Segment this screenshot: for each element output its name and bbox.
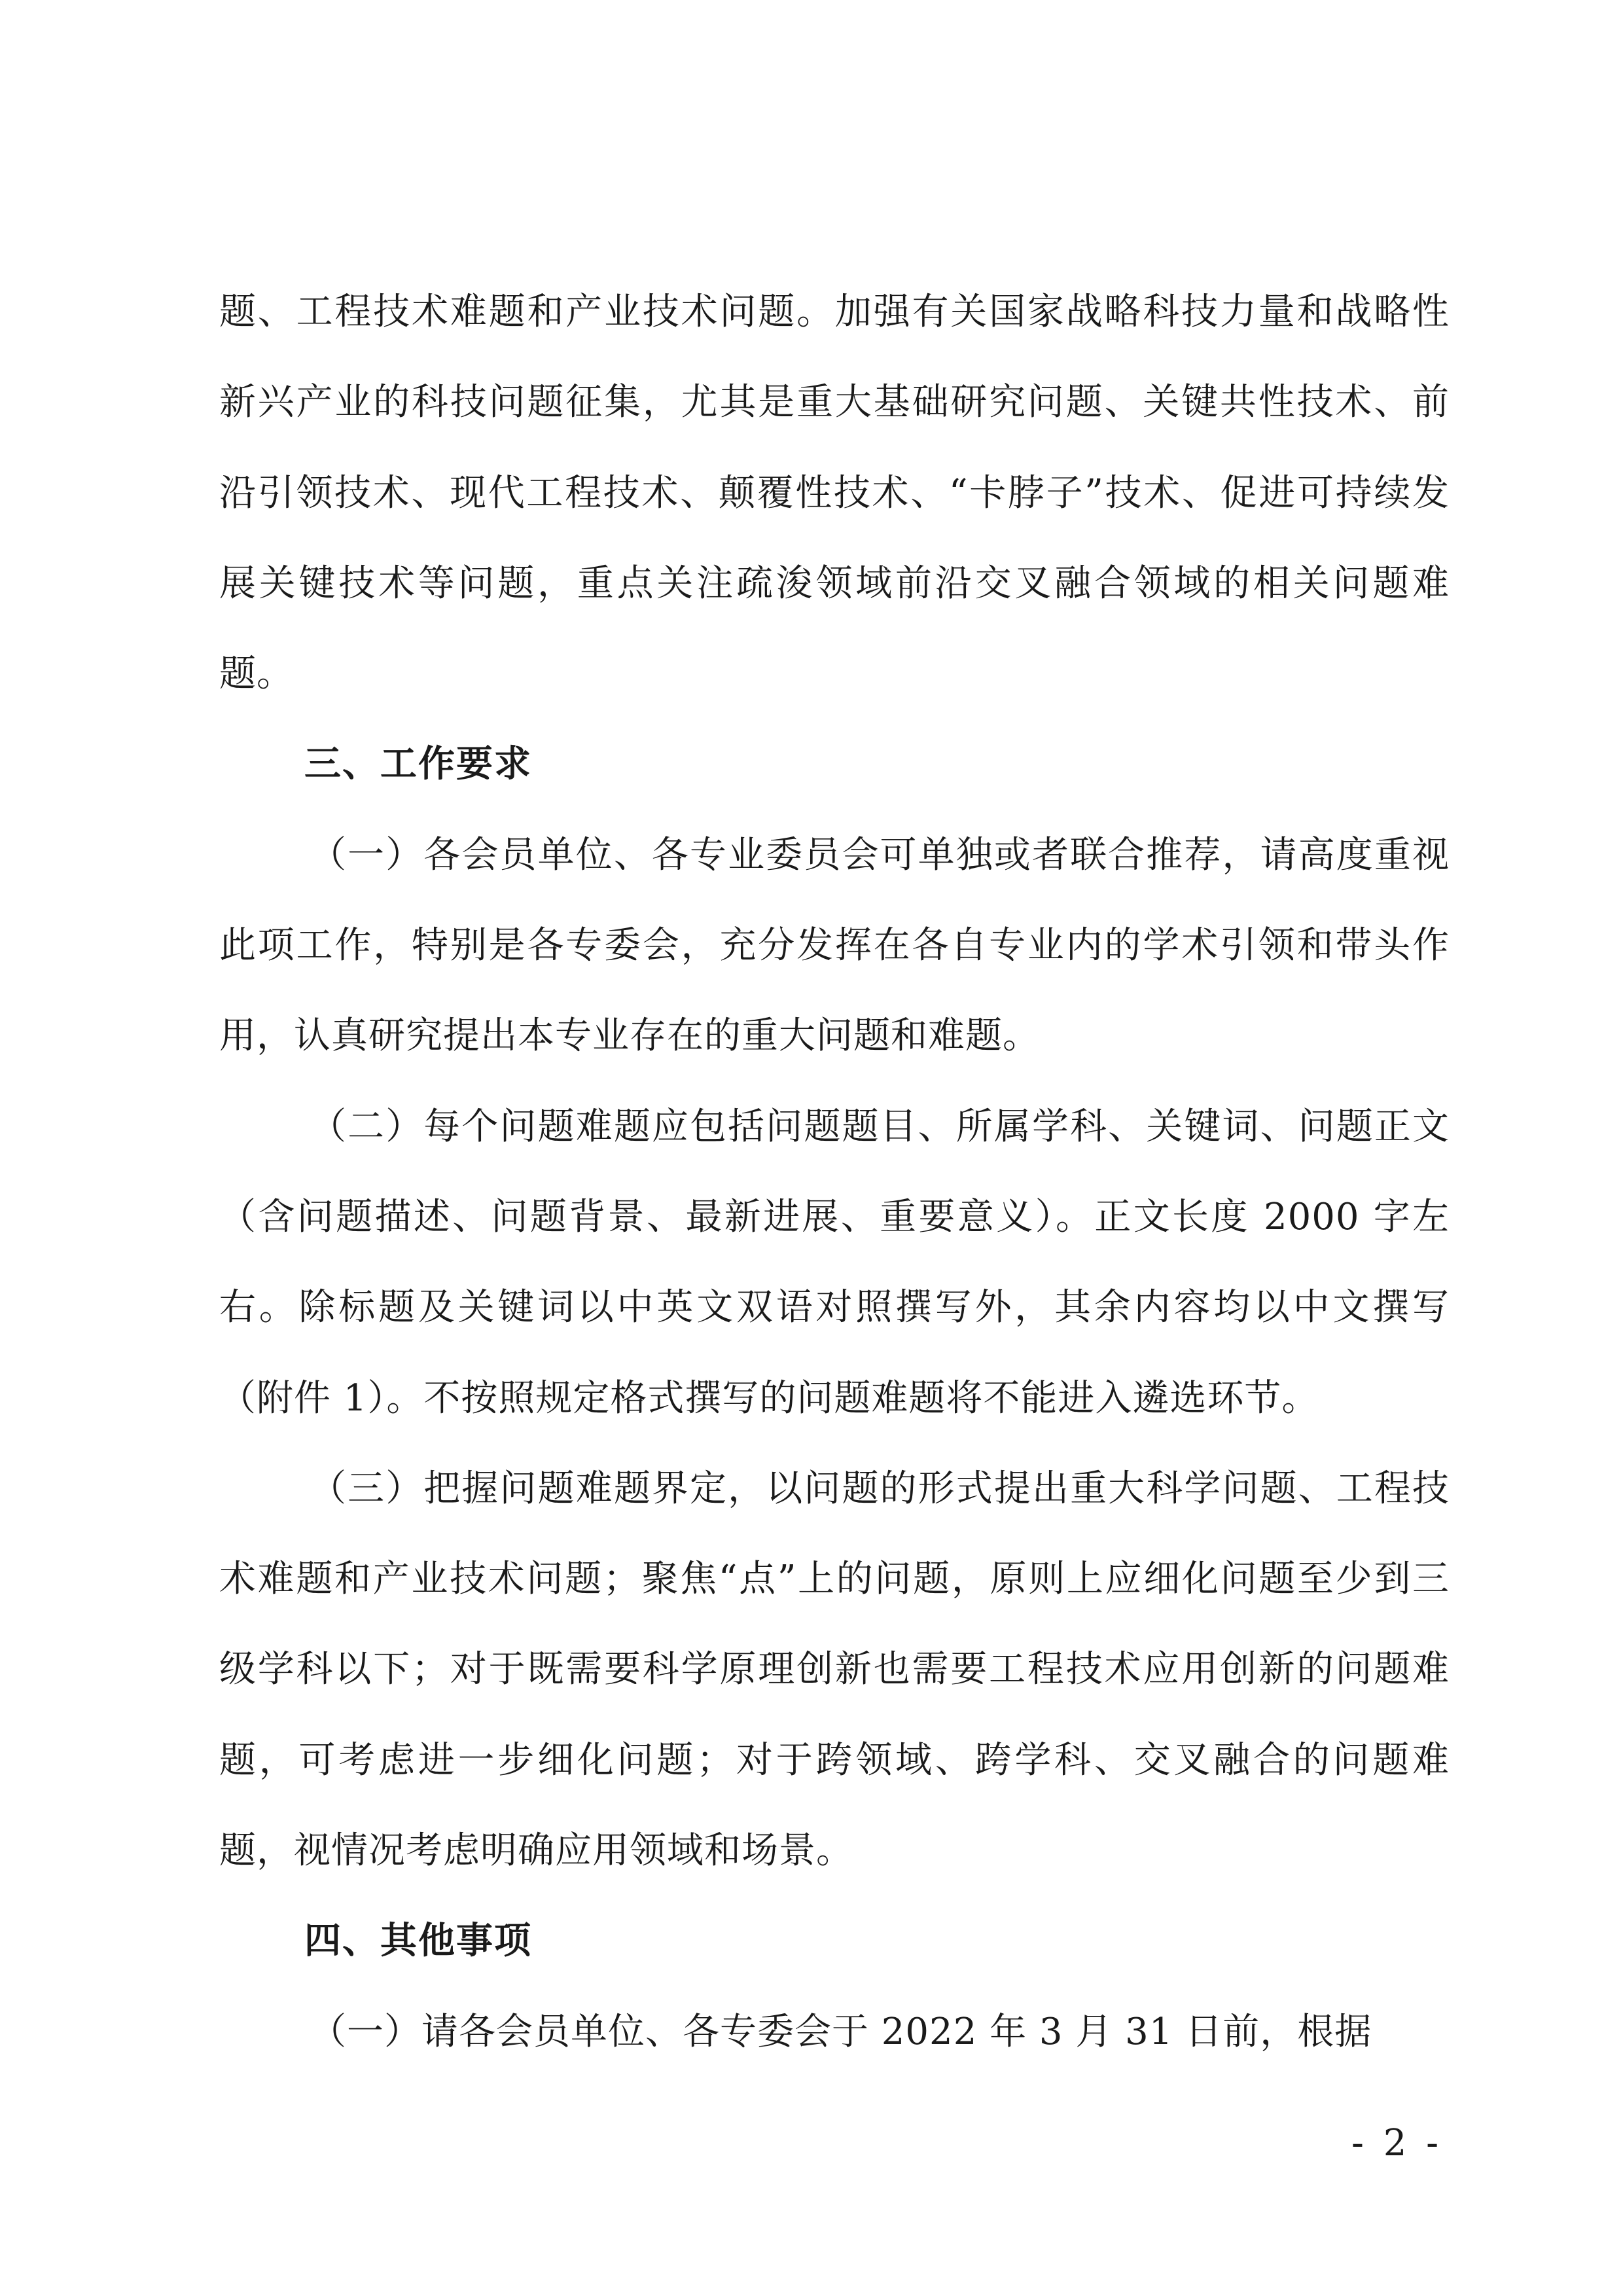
paragraph-continuation: 题、工程技术难题和产业技术问题。加强有关国家战略科技力量和战略性新兴产业的科技问题征集，尤其是重大基础研究问题、关键共性技术、前沿引领技术、现代工程技术、颠覆性技术、“卡脖子”技术、促进可持续发展关键技术等问题，重点关注疏浚领域前沿交叉融合领域的相关问题难题。 <box>219 291 1450 696</box>
paragraph-requirement-1: （一）各会员单位、各专业委员会可单独或者联合推荐，请高度重视此项工作，特别是各专委会，充分发挥在各自专业内的学术引领和带头作用，认真研究提出本专业存在的重大问题和难题。 <box>219 833 1450 1058</box>
paragraph-requirement-3: （三）把握问题难题界定，以问题的形式提出重大科学问题、工程技术难题和产业技术问题；聚焦“点”上的问题，原则上应细化问题至少到三级学科以下；对于既需要科学原理创新也需要工程技术应用创新的问题难题，可考虑进一步细化问题；对于跨领域、跨学科、交叉融合的问题难题，视情况考虑明确应用领域和场景。 <box>219 1467 1450 1873</box>
paragraph-requirement-2: （二）每个问题难题应包括问题题目、所属学科、关键词、问题正文（含问题描述、问题背景、最新进展、重要意义）。正文长度 2000 字左右。除标题及关键词以中英文双语对照撰写外，其余内容均以中文撰写（附件 1）。不按照规定格式撰写的问题难题将不能进入遴选环节。 <box>219 1105 1450 1420</box>
section-heading-other-matters: 四、其他事项 <box>304 1920 532 1963</box>
document-body <box>219 267 1450 2077</box>
paragraph-other-matter-1: （一）请各会员单位、各专委会于 2022 年 3 月 31 日前，根据 <box>310 2010 1372 2053</box>
page-number: - 2 - <box>1351 2122 1443 2164</box>
section-heading-work-requirements: 三、工作要求 <box>304 743 532 786</box>
